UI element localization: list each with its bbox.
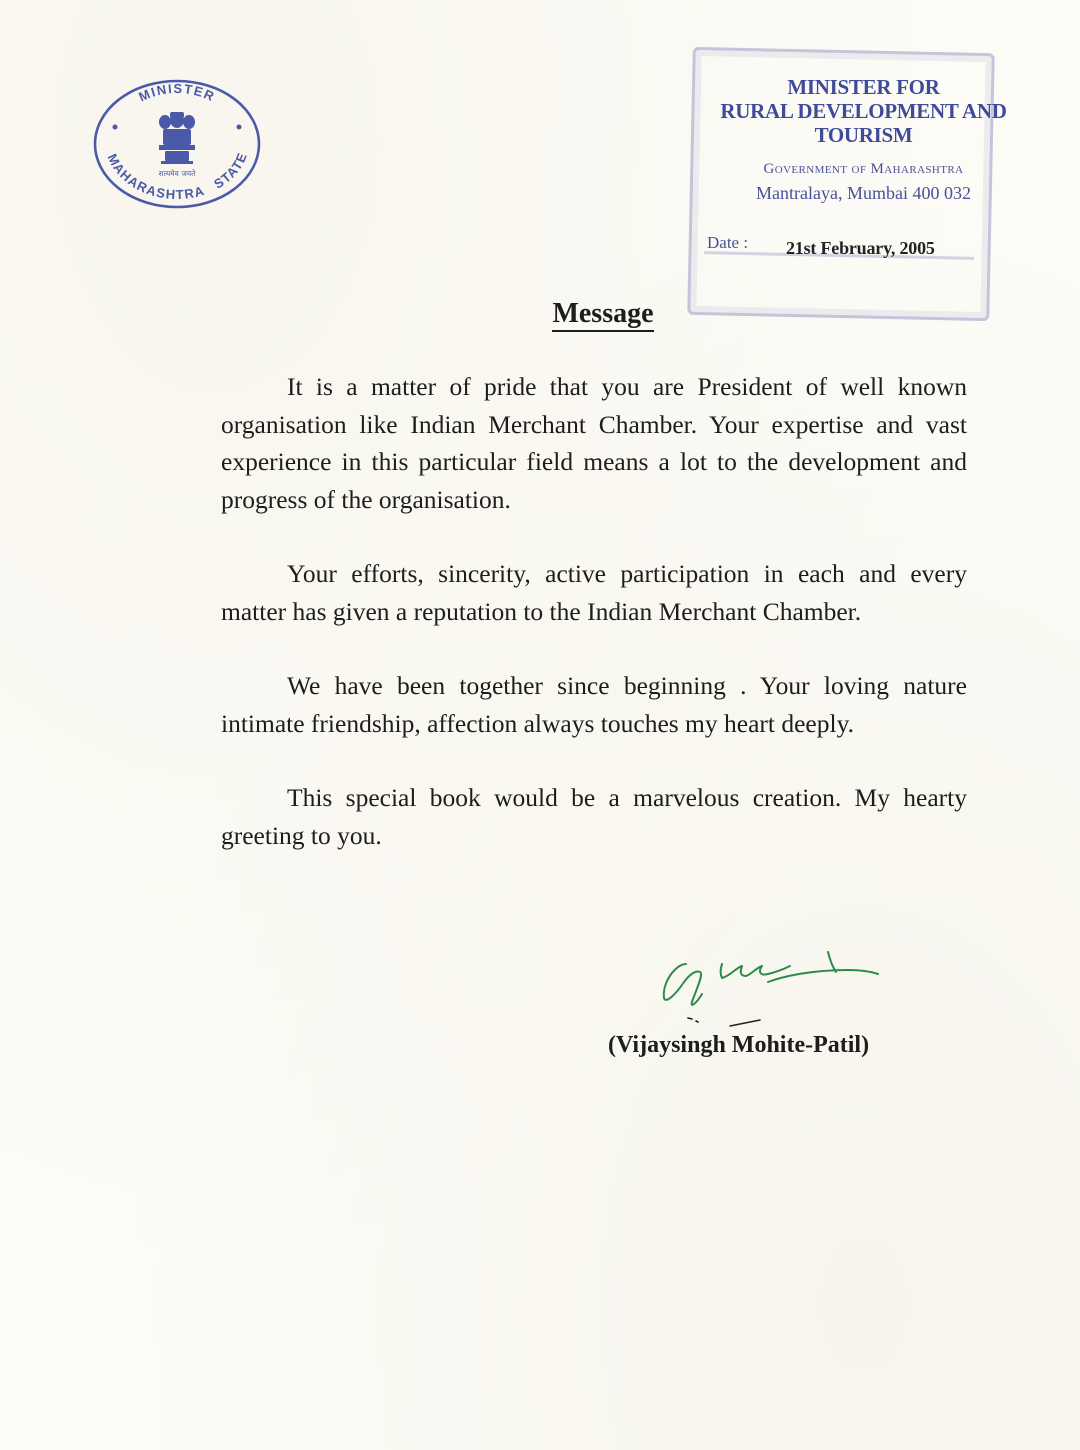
- svg-text:STATE: [211, 150, 250, 192]
- message-heading: [0, 298, 1080, 330]
- paragraph: This special book would be a marvelous creation. My hearty greeting to you.: [221, 783, 967, 850]
- seal-right-text: STATE: [211, 149, 251, 192]
- message-heading-text: Message: [552, 298, 653, 332]
- state-emblem-icon: [159, 112, 195, 164]
- seal-motto: सत्यमेव जयते: [158, 169, 196, 178]
- seal-top-text: MINISTER: [136, 80, 218, 105]
- minister-seal-icon: [93, 79, 261, 209]
- letterhead-government: Government of Maharashtra: [763, 161, 964, 177]
- date-value: 21st February, 2005: [786, 238, 935, 258]
- signatory-name: (Vijaysingh Mohite-Patil): [608, 1032, 870, 1058]
- seal-left-text: MAHARASHTRA: [104, 151, 207, 203]
- handwritten-signature: [656, 942, 896, 1032]
- official-seal: [93, 79, 261, 209]
- paragraph: We have been together since beginning . Your loving nature intimate friendship, affection always touches my heart deeply.: [221, 671, 967, 738]
- paragraph: Your efforts, sincerity, active participation in each and every matter has given a reputation to the Indian Merchant Chamber.: [221, 559, 967, 626]
- letterhead-address: Mantralaya, Mumbai 400 032: [756, 183, 971, 203]
- message-body: [221, 368, 967, 891]
- letterhead-title-line-1: MINISTER FOR: [787, 75, 940, 99]
- signature-icon: [656, 942, 896, 1032]
- letterhead-title-line-2: RURAL DEVELOPMENT AND: [720, 99, 1007, 123]
- letterhead-title-line-3: TOURISM: [814, 123, 913, 147]
- paragraph: It is a matter of pride that you are President of well known organisation like Indian Merchant Chamber. Your expertise and vast experience in this particular field means a lot to the development and progress of the organisation.: [221, 372, 967, 514]
- date-label: Date :: [707, 233, 749, 252]
- letterhead: [686, 44, 1041, 319]
